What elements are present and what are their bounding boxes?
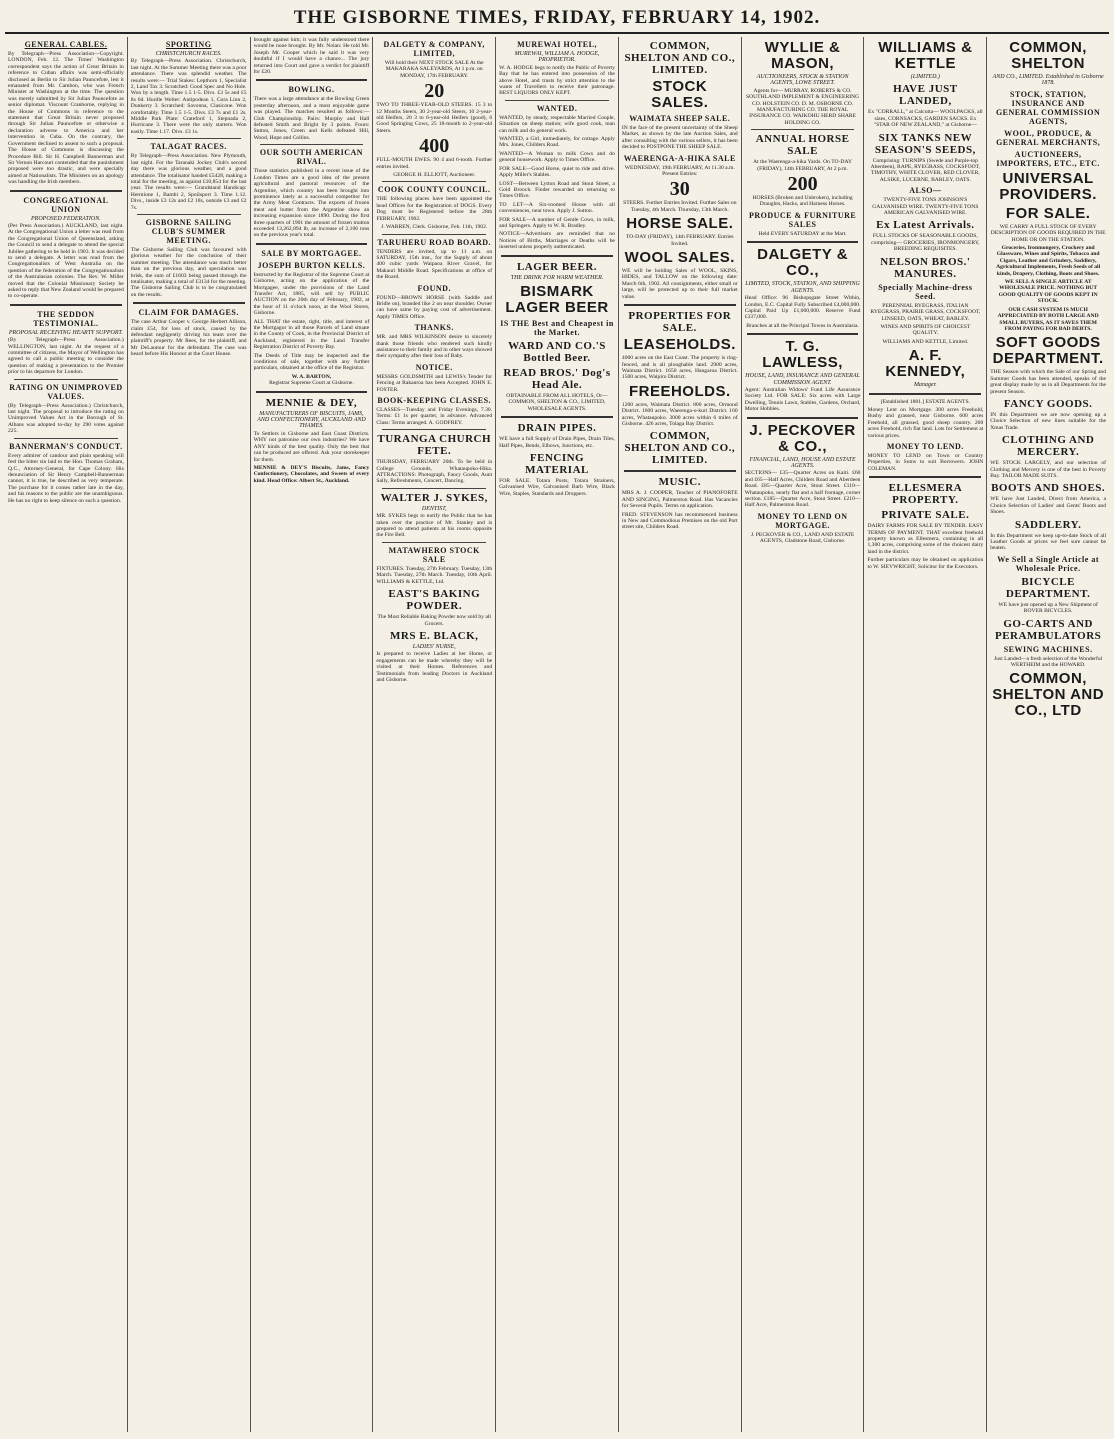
ad-mortgagee-estate: ALL THAT the estate, right, title, and interest of the Mortgagor in all those Parcels of Land situate in the County of Cook, in the Provincial District of Auckland, registered in the Land Transfer Registration District of Poverty Bay. [253,318,370,351]
divider [14,379,118,380]
ad-murewai-hotel: W. A. HODGE begs to notify the Public of Poverty Bay that he has entered into possession of the above Hotel, and trusts by strict attention to the wants of Travellers to receive their patronage. BEST LIQUORS ONLY KEPT. [499,64,615,97]
ad-dalgety-capital: Head Office: 96 Bishopsgate Street Within, London, E.C. Capital Fully Subscribed £4,000,000. Capital Paid Up £1,000,000. Reserve Fund £337,000. [744,295,861,321]
heading-saddlery: SADDLERY. [1014,518,1082,531]
subheading-proposed-federation: PROPOSED FEDERATION. [31,215,101,222]
ad-horse-sale: TO-DAY (FRIDAY), 14th FEBRUARY. Entries Invited. [625,234,734,247]
ad-sewing: Just Landed—a fresh selection of the Wonderful WERTHEIM and the HOWARD. [994,655,1103,669]
column-5 [496,37,619,1432]
ad-horse-sale-annual: At the Waerenga-a-hika Yards. On TO-DAY (FRIDAY), 14th FEBRUARY, At 2 p.m. [753,159,853,172]
ad-fencing-material: FOR SALE. Totara Posts, Totara Strainers, Galvanised Wire, Galvanised Barb Wire, Black Wire, Staples, Standards and Droppers. [499,478,615,497]
subheading-christchurch-races: CHRISTCHURCH RACES. [155,51,222,57]
ad-produce-furniture: Held EVERY SATURDAY at the Mart. [758,230,847,237]
subheading-limited: (LIMITED.) [910,74,940,80]
divider [256,391,368,393]
ad-book-keeping: CLASSES—Tuesday and Friday Evenings, 7.30. Terms: £1 1s per quarter, in advance. Advanced Class: Terms arranged. A. GODFREY. [376,407,493,426]
article-south-american-rival: Those statistics published in a recent issue of the London Times are a good idea of the present agricultural and pastoral resources of the Argentine, which country has been brought into prominence lately as a successful competitor for the Army Meat Contracts. The exports of frozen meat and butter from the Argentine show an increasing expansion since 1890. During the first three quarters of 1901 the amount of frozen mutton exceeded 13,262,894 lb, an increase of 2,106 tons on the previous year's total. [253,168,370,239]
ad-wire: TWENTY-FIVE TONS JOHNSON'S GALVANISED WIRE. TWENTY-FIVE TONS AMERICAN GALVANISED WIRE. [872,197,979,217]
ad-peckover-sections: SECTIONS— £35—Quarter Acres on Kaiti. £60 and £65—Half Acres, Childers Road and Aberdeen Road. £85—Quarter Acre, Stout Street. £110—Whataupoko, nearly flat and a half frontage, corner section. £185—Quarter Acre, Stout Street. £210—Half Acre, Palmerston Road. [744,470,861,509]
number-30: 30 [669,178,690,201]
divider [747,333,859,335]
heading-latest-arrivals: Ex Latest Arrivals. [876,219,975,232]
ad-cash-system: OUR CASH SYSTEM IS MUCH APPRECIATED BY BOTH LARGE AND SMALL BUYERS, AS IT SAVES THEM FROM PAYING FOR BAD DEBTS. [997,306,1099,332]
heading-kennedy: A. F. KENNEDY, [885,347,966,381]
divider [382,542,486,543]
heading-common-shelton-2: COMMON, SHELTON AND CO., LIMITED. [624,430,736,467]
heading-drain-pipes: DRAIN PIPES. [517,422,597,435]
ad-walter-sykes: MR. SYKES begs to notify the Public that he has taken over the practice of Mr. Stanley and is prepared to attend patients at his rooms opposite the Fire Bell. [376,513,493,539]
heading-lager-beer: LAGER BEER. [516,260,598,273]
ad-drain-pipes: WE have a full Supply of Drain Pipes, Drain Tiles, Half Pipes, Bends, Elbows, Junctions, etc. [499,436,615,449]
article-christchurch-races: By Telegraph—Press Association. Christchurch, last night. At the Summer Meeting there was a poor attendance. There was splendid weather. The results were:— Trial Stakes: Lepthorn 1, Specialist 2, Land Tax 3. Scratched: Good Spec and No Hole. Won by a length. Time 1.5 1-5. Divs. £3 5s and £5 8s 6d. Hurdle Welter: Antipodean 1, Cora Linn 2, Dunkerry 3. Scratched: Savonna, Clasicone. Won comfortably. Time 1.5 1-5. Divs. £3 7s and £1 2s. Middle Park Plate: Crateford 1, Stepnada 2, Hurricane 3. There were the only starters. Won easily. Time 1.17. Divs. £3 1s. [130,58,247,135]
ad-mortgagee-sale: Instructed by the Registrar of the Supreme Court at Gisborne, acting on the application of the Mortgagee, under the provisions of the Land Transfer Act, 1885, will sell by PUBLIC AUCTION on the 20th day of February, 1902, at the hour of 11 o'clock noon, at the Wool Stores, Gisborne. [253,271,370,317]
heading-for-sale: FOR SALE. [1005,204,1091,222]
heading-seddon-testimonial: THE SEDDON TESTIMONIAL. [33,309,99,328]
divider [382,429,486,430]
divider [869,476,981,478]
heading-music: MUSIC. [658,476,701,489]
heading-wanted: WANTED. [536,103,578,113]
heading-bismark-lager: BISMARK LAGER BEER [505,282,609,316]
heading-sale-by-mortgagee: SALE BY MORTGAGEE. [261,248,362,258]
divider [747,241,859,243]
column-2 [128,37,251,1432]
heading-nelson-bros: NELSON BROS.' MANURES. [880,255,971,280]
heading-produce-furniture: PRODUCE & FURNITURE SALES [748,210,857,229]
heading-matawhero: MATAWHERO STOCK SALE [388,545,480,564]
ad-dalgety-ewes: FULL-MOUTH EWES. 90 4 and 6-tooth. Further entries invited. [376,157,493,170]
number-400: 400 [419,135,450,158]
divider [501,416,613,418]
column-8 [864,37,987,1432]
heading-clothing: CLOTHING AND MERCERY. [1001,434,1095,459]
divider [624,304,736,306]
classified-7: FOR SALE—A number of Gentle Cows, in milk, and Springers. Apply to W. R. Bradley. [499,216,615,229]
heading-mrs-black: MRS E. BLACK, [390,629,479,642]
divider [869,393,981,395]
heading-single-article: We Sell a Single Article at Wholesale Price. [997,554,1099,573]
heading-lawless: T. G. LAWLESS, [762,338,843,372]
heading-waimata-sale: WAIMATA SHEEP SALE. [629,114,731,123]
heading-found: FOUND. [417,283,451,293]
ad-full-stocks: FULL STOCKS OF SEASONABLE GOODS, comprising— GROCERIES, IRONMONGERY, BREEDING REQUISITES. [871,233,980,253]
classified-1: WANTED, by steady, respectable Married Couple, Situation on sheep station; wife good cook, man can milk and do general work. [499,114,615,134]
classified-2: WANTED, a Girl, immediately, for cottage. Apply Mrs. Jones, Childers Road. [499,136,615,149]
article-talagat-races: By Telegraph—Press Association. New Plymouth, last night. For the Taranaki Jockey Club's second day there was glorious weather, and a good attendance. The totalisator handed £5428, making a total for the meeting, as against £10,854 for the last year. The results were:— Grandstand Handicap: Hermione 1, Bambi 2, Spoilsport 3. Time 1.12. Divs., inside £3 12s and £2 18s, outside £3 and £2 7s. [130,153,247,211]
heading-rating-unimproved: RATING ON UNIMPROVED VALUES. [9,382,123,401]
column-1 [5,37,128,1432]
heading-wool-sales: WOOL SALES. [624,249,735,267]
heading-murewai-hotel: MUREWAI HOTEL, [517,40,597,49]
divider [747,417,859,419]
heading-bicycle: BICYCLE DEPARTMENT. [1005,575,1091,600]
subheading-joseph-kells: JOSEPH BURTON KELLS. [257,260,366,270]
subheading-established: AND CO., LIMITED. Established in Gisborne 1878. [992,74,1104,87]
classified-6: TO LET—A Six-roomed House with all conveniences, near town. Apply J. Sutton. [499,201,615,215]
heading-book-keeping: BOOK-KEEPING CLASSES. [377,396,492,405]
ad-wool-sales: WE will be holding Sales of WOOL, SKINS, HIDES, and TALLOW on the following date: March 6th, 1902. All consignments, either small or large, will be protected up to their full market value. [621,268,738,300]
masthead: THE GISBORNE TIMES, FRIDAY, FEBRUARY 14, 1902. [5,4,1109,34]
ad-bicycle: WE have just opened up a New Shipment of ROVER BICYCLES. [998,601,1098,615]
divider [382,181,486,182]
subheading-murewai: MUREWAI, WILLIAM A. HODGE, PROPRIETOR. [514,51,600,64]
ad-fancy-goods: IN this Department we are now opening up a Choice Selection of new lines suitable for the Xmas Trade. [990,411,1107,431]
column-3 [251,37,374,1432]
divider [137,138,241,139]
ad-single-article: WE SELL A SINGLE ARTICLE AT WHOLESALE PRICE. NOTHING BUT GOOD QUALITY OF GOODS KEPT IN STOCK. [998,279,1098,305]
ad-horses: HORSES (Broken and Unbroken), including Draughts, Hacks, and Harness Horses. [752,195,853,208]
heading-six-tanks: SIX TANKS NEW SEASON'S SEEDS, [874,131,976,156]
column-6 [619,37,742,1432]
heading-bowling: BOWLING. [288,85,335,95]
ad-waerenga-sale: WEDNESDAY, 19th FEBRUARY, At 11.30 a.m. Present Entries: [624,164,735,178]
heading-go-carts: GO-CARTS AND PERAMBULATORS [994,617,1102,642]
heading-soft-goods: SOFT GOODS DEPARTMENT. [992,334,1104,368]
ad-wines: WINES AND SPIRITS OF CHOICEST QUALITY. [880,323,971,337]
heading-fancy-goods: FANCY GOODS. [1003,397,1093,410]
ad-mortgagee-deeds: The Deeds of Title may be inspected and the conditions of sale, together with any further particulars, obtained at the office of the Registrar. [253,352,370,372]
newspaper-page [5,4,1109,1431]
heading-wool-produce: WOOL, PRODUCE, & GENERAL MERCHANTS, [996,128,1101,147]
ad-mennie-dey-products: MENNIE & DEY'S Biscuits, Jams, Fancy Confectionery, Chocolates, and Sweets of every kind. Head Office: Albert St., Auckland. [253,464,370,484]
ad-goods-list: Groceries, Ironmongery, Crockery and Glassware, Wines and Spirits, Tobacco and Cigars, Leather and Grindery, Saddlery, Agricultural Implements, Fresh Seeds of all kinds, Drapery, Clothing, Boots and Shoes. [996,245,1101,277]
ad-taruheru: TENDERS are invited, up to 11 a.m. on SATURDAY, 15th inst., for the Supply of about 400 cubic yards Waipaoa River Gravel, for Makauri Middle Road. Specifications at office of the Board. [376,248,493,281]
heading-dalgety-co: DALGETY & CO., [757,246,849,280]
divider [10,190,122,192]
heading-sailing-club: GISBORNE SAILING CLUB'S SUMMER MEETING. [145,217,232,245]
heading-fencing-material: FENCING MATERIAL [525,452,589,476]
heading-stock-sales: STOCK SALES. [651,78,709,111]
heading-horse-sale: HORSE SALE. [626,215,734,233]
ad-easts-baking: The Most Reliable Baking Powder now sold by all Grocers. [377,614,491,627]
heading-turanga-fete: TURANGA CHURCH FETE. [377,433,492,458]
text-best-cheapest: IS THE Best and Cheapest in the Market. [500,318,614,337]
ad-mrs-black: Is prepared to receive Ladies at her Home, or engagements can be made whereby they will be visited at their Homes. References and Testimonials from leading Doctors in Auckland and Gisborne. [376,651,493,683]
ad-dalgety-steers: TWO TO THREE-YEAR-OLD STEERS. 15 3 to 12 Months Steers, 30 2-year-old Steers, 10 2-year-old Heifers, 20 3 to 6-year-old Heifers (good), 6 Good Springing Cows, 25 18-month to 2-year-old Steers. [376,102,493,134]
heading-boots-shoes: BOOTS AND SHOES. [991,482,1106,495]
heading-stock-station: STOCK, STATION, INSURANCE AND GENERAL COMMISSION AGENTS, [995,89,1101,126]
ad-obtainable: OBTAINABLE FROM ALL HOTELS, Or— COMMON, SHELTON & CO., LIMITED, WHOLESALE AGENTS. [506,392,608,412]
heading-notice: NOTICE. [415,362,453,372]
ad-soft-goods: THE Season with which the Sale of our Spring and Summer Goods has been attended, speaks of the great display made by us in all Departments for the present Season. [990,369,1107,395]
heading-ellesmera: ELLESMERA PROPERTY. [888,482,963,507]
article-sailing-club: The Gisborne Sailing Club was favoured with glorious weather for the conclusion of their summer meeting. The attendance was much better than on the previous day, and speculation was brisk, the sum of £1603 being passed through the totalisator, making a total of £3134 for the meeting. The Gisborne Sailing Club is to be congratulated on the results. [130,246,247,298]
heading-universal-providers: UNIVERSAL PROVIDERS. [999,169,1097,203]
ad-notice: MESSRS GOLDSMITH and LEWIS's Tender for Fencing at Rakauroa has been Accepted. JOHN E. FOSTER. [376,373,493,393]
columns [5,37,1109,1432]
classified-4: FOR SALE—Good Horse, quiet to ride and drive. Apply Miller's Stables. [499,165,615,179]
heading-general-cables: GENERAL CABLES. [24,40,108,49]
heading-congregational-union: CONGREGATIONAL UNION [23,195,109,214]
heading-sewing: SEWING MACHINES. [1003,644,1093,654]
subheading-mennie-dey: MANUFACTURERS OF BISCUITS, JAMS, AND CONFECTIONERY, AUCKLAND AND THAMES. [257,410,366,430]
heading-easts-baking: EAST'S BAKING POWDER. [388,588,481,613]
article-seddon-testimonial: (By Telegraph—Press Association.) WELLINGTON, last night. At the request of a committee of citizens, the Mayor of Wellington has agreed to call a public meeting to consider the question of making a presentation to the Premier prior to his departure for London. [8,337,124,376]
divider [624,470,736,472]
ad-matawhero: FIXTURES. Tuesday, 27th February. Tuesday, 13th March. Tuesday, 27th March. Tuesday, 10th April. WILLIAMS & KETTLE, Ltd. [376,565,493,585]
signature-warren: J. WARREN, Clerk. Gisborne, Feb. 11th, 1902. [381,224,488,231]
subheading-seddon-testimonial: PROPOSAL RECEIVING HEARTY SUPPORT. [8,329,123,336]
ad-saddlery: In this Department we keep up-to-date Stock of all Leather Goods at prices we feel sure cannot be beaten. [990,532,1107,552]
column-7 [742,37,865,1432]
heading-common-shelton-footer: COMMON, SHELTON AND CO., LTD [992,670,1105,720]
ad-steers: STEERS. Further Entries Invited. Further Sales on Tuesday, 4th March. Thursday, 13th March. [623,200,737,213]
ad-turanga-fete: THURSDAY, FEBRUARY 20th. To be held in College Grounds, Whataupoko-Hika. ATTRACTIONS: Photograph, Fancy Goods, Aunt Sally, Refreshments, Concert, Dancing. [376,459,493,485]
ad-cook-county: THE following places have been appointed the head Offices for the Registration of DOGS. Every Dog must be Registered before the 28th FEBRUARY, 1902. [376,196,493,222]
ad-ellesmera-particulars: Further particulars may be obtained on application to W. SIEVWRIGHT, Solicitor for the Executors. [867,557,984,570]
ad-established: [Established 1881.] ESTATE AGENTS. [880,398,970,405]
column-9 [987,37,1109,1432]
heading-freeholds: FREEHOLDS. [628,382,731,400]
ad-dalgety-stock-sale: Will hold their NEXT STOCK SALE At the MAKARAKA SALEYARDS, At 1 p.m. on MONDAY, 17th FEBRUARY. [384,60,484,79]
column-4 [373,37,496,1432]
heading-wyllie-mason: WYLLIE & MASON, [764,39,841,72]
subheading-wyllie-mason: AUCTIONEERS, STOCK & STATION AGENTS, LOWE STREET. [756,74,849,87]
heading-peckover: J. PECKOVER & CO., [749,421,856,455]
ad-stevenson: FRED. STEVENSON has recommenced business in New and Commodious Premises on the old Port street site, Childers Road. [621,511,738,531]
heading-private-sale: PRIVATE SALE. [881,509,970,522]
signature-registrar: Registrar Supreme Court at Gisborne. [269,380,354,387]
classified-5: LOST—Between Lytton Road and Stout Street, a Gold Brooch. Finder rewarded on returning to Times Office. [499,180,615,200]
heading-sporting: SPORTING [165,40,212,49]
divider [14,438,118,439]
ad-leaseholds: 4000 acres on the East Coast. The property is ring-fenced, and is all ploughable land. 2900 acres, Waimata District. 1650 acres, Hangaroa District. 1500 acres, Waipiro District. [621,355,738,381]
ad-mennie-dey: To Settlers in Gisborne and East Coast Districts. WHY not patronise our own industries? We have ANY kinds of the best quality. Only the best that can be produced are offered. Ask your storekeeper for them. [253,430,370,463]
heading-just-landed: HAVE JUST LANDED, [893,83,958,108]
heading-williams-kettle: WILLIAMS & KETTLE [878,39,973,72]
heading-auctioneers: AUCTIONEERS, IMPORTERS, ETC., ETC. [996,149,1100,168]
signature-williams-kettle: WILLIAMS AND KETTLE, Limited. [882,338,969,345]
ad-found: FOUND—BROWN HORSE (with Saddle and Bridle on), branded like 2 on near shoulder. Owner can have same by paying cost of advertisement. Apply TIMES Office. [376,294,493,320]
subheading-manager: Manager. [913,382,937,389]
heading-south-american-rival: OUR SOUTH AMERICAN RIVAL. [259,148,364,167]
divider [260,144,364,145]
heading-bannerman-conduct: BANNERMAN'S CONDUCT. [9,441,123,451]
divider [501,255,613,257]
signature-elliott: GEORGE H. ELLIOTT, Auctioneer. [393,172,476,179]
ad-boots-shoes: WE have Just Landed, Direct from America, a Choice Selection of Ladies' and Gents' Boots and Shoes. [990,496,1107,516]
heading-common-shelton-main: COMMON, SHELTON [1009,39,1087,72]
divider [505,100,609,101]
subheading-ladies-nurse: LADIES' NURSE, [412,643,456,650]
ad-full-stock: WE CARRY A FULL STOCK OF EVERY DESCRIPTION OF GOODS REQUIRED IN THE HOME OR ON THE STATION. [990,223,1106,243]
heading-machine-dress: Specially Machine-dress Seed. [878,282,973,301]
divider [137,214,241,215]
heading-also: ALSO— [909,186,942,196]
heading-leaseholds: LEASEHOLDS. [623,336,736,354]
subheading-dentist: DENTIST, [421,505,447,512]
heading-cook-county: COOK COUNTY COUNCIL. [377,185,491,195]
ad-ellesmera: DAIRY FARMS FOR SALE BY TENDER. EASY TERMS OF PAYMENT. THAT excellent freehold property known as Ellesmera, containing in all 1,300 acres, comprising some of the choicest dairy land in the district. [867,523,984,555]
heading-waerenga-sale: WAERENGA-A-HIKA SALE [623,153,736,163]
ad-peckover-address: J. PECKOVER & CO., LAND AND ESTATE AGENTS, Gladstone Road, Gisborne. [750,531,855,545]
heading-money-mortgage: MONEY TO LEND ON MORTGAGE. [757,511,848,530]
number-200: 200 [787,173,818,196]
ad-thanks: MR. and MRS WILKINSON desire to sincerely thank those friends who rendered such kindly assistance to their family and in other ways showed their sympathy after their loss of Baby. [376,334,493,360]
subheading-peckover: FINANCIAL, LAND, HOUSE AND ESTATE AGENTS. [749,456,856,469]
article-rating-unimproved: (By Telegraph—Press Association.) Christchurch, last night. The proposal to introduce the rating on Unimproved Values Act in the Borough of St. Albans was adopted to-day by 290 votes against 225. [8,402,124,435]
ad-waimata-sale: IN the face of the present uncertainty of the Sheep Market, as shown by the late Auction Sales, and after consulting with the various sellers, it has been decided to POSTPONE THE SHEEP SALE. [621,125,738,151]
article-bannerman-conduct: Every admirer of candour and plain speaking will feel the bitter sin laid to the Hon. Thomas Graham, Q.C., Attorney-General, for Cape Colony. His denunciation of Sir Henry Campbell-Bannerman cannot, it is true, be described as very temperate. The purchase for it comes rather late in the day, and his reasons to the public are the unambiguous. He has no right to keep silence on such a question. [8,452,124,504]
divider [256,243,368,245]
heading-taruheru: TARUHERU ROAD BOARD. [377,237,492,247]
heading-ward-bottled: WARD AND CO.'S Bottled Beer. [508,339,606,364]
heading-dogs-head: READ BROS.' Dog's Head Ale. [503,366,611,391]
heading-common-shelton: COMMON, SHELTON AND CO., LIMITED. [624,40,736,76]
heading-money-to-lend: MONEY TO LEND. [886,441,964,451]
heading-thanks: THANKS. [414,323,454,333]
divider [133,302,245,304]
heading-walter-sykes: WALTER J. SYKES, [380,491,488,504]
subheading-lawless: HOUSE, LAND, INSURANCE AND GENERAL COMMISSION AGENT. [745,373,860,386]
ad-grasses: PERENNIAL RYEGRASS, ITALIAN RYEGRASS, PRAIRIE GRASS, COCKSFOOT, LINSEED, OATS, WHEAT, BARLEY. [870,302,981,322]
ad-clothing: WE STOCK LARGELY, and our selection of Clothing and Mercery is one of the best in Poverty Bay. TAILOR MADE SUITS. [990,460,1107,479]
signature-barton: W. A. BARTON, [291,373,332,380]
classified-3: WANTED—A Woman to milk Cows and do general housework. Apply to Times Office. [499,150,615,164]
ad-dalgety-branches: Branches at all the Principal Towns in Australasia. [746,322,859,329]
ad-freeholds: 1200 acres, Waimata District. 800 acres, Ormond District. 1600 acres, Waerenga-o-kuri District. 160 acres, Whataupoko. 3000 acres within 6 miles of Gisborne. 426 acres, Tolaga Bay District. [621,401,738,427]
divider [382,488,486,489]
ad-seeds: Comprising: TURNIPS (Swede and Purple-top Aberdeen), RAPE, RYEGRASS, COCKSFOOT, TIMOTHY, WHITE CLOVER, RED CLOVER, ALSIKE, LUCERNE, BARLEY, OATS. [870,157,981,183]
article-bowling: There was a large attendance at the Bowling Green yesterday afternoon, and a most enjoyable game was played. The matches resulted as follows:— Club Championship. Pairs: Murphy and Hall defeated Smith and Bright by 3 points. Fours: Sutton, Jones, Green and Kells defeated Hill, Wood, Hope and Collins. [253,96,370,141]
heading-claim-damages: CLAIM FOR DAMAGES. [138,308,239,318]
heading-properties: PROPERTIES FOR SALE. [628,310,732,335]
article-general-cables: By Telegraph—Press Association—Copyright. LONDON, Feb. 12. The Times' Washington correspondent says the action of Great Britain in reference to Cuban affairs was semi-officially disclosed as Berlin to Sir Julian Pauncefote, lest it emanated from Mr. Cambon, who was French Minister at Washington at the time. The question was merely submitted by Sir Julian Pauncefote as senior diplomat. Viscount Cranborne, replying in the House of Commons in reference to the statement that Great Britain never proposed through Sir Julian Pauncefote or otherwise a declaration adverse to America and her intervention in Cuba. On the contrary, the Government declined to assent to such a proposal. The House of Commons is discussing the Procedure Bill. Sir H. Campbell Bannerman and Sir Vernon Harcourt contended that the punishment proposed were too drastic, and were specially aimed at Nationalists. The Ministers on an apology was handling the Irish members. [8,51,124,186]
ad-music: MRS A. J. COOPER, Teacher of PIANOFORTE AND SINGING, Palmerston Road. Has Vacancies for Several Pupils. Terms on application. [621,490,738,510]
ad-money-to-lend: MONEY TO LEND on Town or Country Properties, in Sums to suit Borrowers. JOHN COLEMAN. [867,452,984,472]
article-congregational-union: (Per Press Association.) AUCKLAND, last night. At the Congregational Union a letter was read from the Congregational Union of Queensland, asking the Council to send a delegate to attend the special Jubilee gathering to be held in 1903. It was decided to send a delegate. A letter was read from the Congregationalists of West Australia on the question of the federation of the Congregationalists of the Australasian colonies. The Rev. W. Miller moved that the Colonial Missionary Society be asked to reply that New Zealand would be prepared to co-operate. [8,222,124,300]
ad-wyllie-agents: Agents for— MURRAY, ROBERTS & CO. SOUTHLAND IMPLEMENT & ENGINEERING CO. HOLSTEIN CO. D. M. OSBORNE CO. MANUFACTURING CO. THE ROYAL INSURANCE CO. WAIKOHU HERD SHARE HOLDING CO. [745,87,860,126]
subheading-warm-weather: THE DRINK FOR WARM WEATHER. [510,274,604,281]
heading-dalgety-company: DALGETY & COMPANY, LIMITED, [383,40,485,58]
heading-horse-sale-annual: ANNUAL HORSE SALE [755,133,850,158]
ad-lawless: Agent: Australian Widows' Fund Life Assurance Society Ltd. FOR SALE: Six acres with Large Dwelling, Tennis Lawn, Stables, Gardens, Orchard, Motor Hobbies. [744,386,861,413]
divider [256,79,368,81]
heading-mennie-dey: MENNIE & DEY, [265,396,358,409]
subheading-dalgety-co: LIMITED, STOCK, STATION, AND SHIPPING AGENTS. [745,281,860,294]
divider [10,304,122,306]
heading-talagat-races: TALAGAT RACES. [150,142,227,152]
article-continued: brought against him; it was fully understood there would be none brought. By Mr. Nolan: He told Mr. Joseph Mr. Cooper which he said it was very doubtful if I would have a chance... The jury returned into Court and gave a verdict for plaintiff for £20. [253,37,370,76]
ad-estate-listings: Money Lent on Mortgage. 300 acres Freehold, Bushy and grassed, near Gisborne. 600 acres Freehold, all grassed, good sheep country. 200 acres Freehold, rich flat land. Lots for Settlement at various prices. [867,406,984,439]
number-20: 20 [424,80,445,103]
ad-landed-goods: Ex "CORRALL," at Calcutta— WOOLPACKS, all sizes, CORNSACKS, GARDEN SACKS. Ex "STAR OF NEW ZEALAND," at Gisborne— [867,109,983,129]
classified-8: NOTICE—Advertisers are reminded that no Notices of Births, Marriages or Deaths will be inserted unless properly authenticated. [499,231,615,251]
divider [751,129,855,130]
article-claim-damages: The case Arthur Cooper v. George Herbert Allison, claim £54, for loss of stock, caused by the defendant negligently driving his team over the plaintiff's property. Mr Rees, for the plaintiff, and Mr DeLautour for the defendant. The case was heard before His Honour at the Court House. [130,319,247,358]
divider [382,234,486,235]
